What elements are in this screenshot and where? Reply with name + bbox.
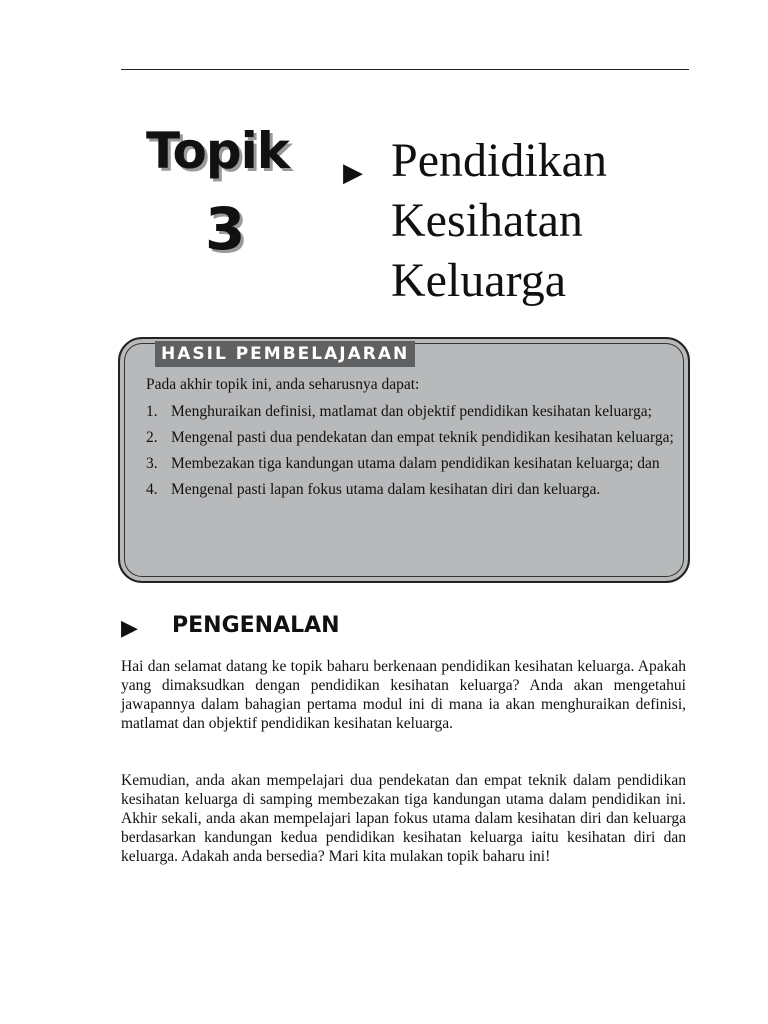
- list-item-text: Mengenal pasti dua pendekatan dan empat teknik pendidikan kesihatan keluarga;: [171, 429, 674, 446]
- list-item-text: Membezakan tiga kandungan utama dalam pendidikan kesihatan keluarga; dan: [171, 455, 660, 472]
- page-title: [391, 131, 607, 311]
- list-item: [146, 429, 678, 447]
- list-item: [146, 403, 678, 421]
- topic-number: 3: [205, 195, 246, 263]
- learning-outcomes-list: [146, 403, 678, 499]
- section-heading: PENGENALAN: [172, 613, 340, 638]
- list-item-number: 1.: [146, 403, 158, 420]
- title-line: Keluarga: [391, 254, 567, 307]
- intro-paragraph: Hai dan selamat datang ke topik baharu berkenaan pendidikan kesihatan keluarga. Apakah yang dimaksudkan dengan pendidikan kesihatan keluarga? Anda akan mengetahui jawapannya dalam bahagian pertama modul ini di mana ia akan menghuraikan definisi, matlamat dan objektif pendidikan kesihatan keluarga.: [121, 658, 686, 732]
- list-item-number: 2.: [146, 429, 158, 446]
- list-item: [146, 481, 678, 499]
- intro-paragraph: Kemudian, anda akan mempelajari dua pendekatan dan empat teknik dalam pendidikan kesihatan keluarga di samping membezakan tiga kandungan utama dalam pendidikan ini. Akhir sekali, anda akan mempelajari lapan fokus utama dalam kesihatan diri dan keluarga berdasarkan kandungan kedua pendidikan kesihatan keluarga iaitu kesihatan diri dan keluarga. Adakah anda bersedia? Mari kita mulakan topik baharu ini!: [121, 772, 686, 865]
- list-item-text: Mengenal pasti lapan fokus utama dalam kesihatan diri dan keluarga.: [171, 481, 601, 498]
- section-arrow-icon: ▶: [121, 616, 138, 641]
- list-item: [146, 455, 678, 473]
- header-rule: [121, 69, 689, 70]
- learning-outcomes-content: [146, 376, 678, 507]
- learning-outcomes-intro: Pada akhir topik ini, anda seharusnya dapat:: [146, 376, 420, 393]
- title-arrow-icon: ▶: [343, 158, 363, 188]
- list-item-number: 4.: [146, 481, 158, 498]
- list-item-number: 3.: [146, 455, 158, 472]
- topic-label: Topik: [146, 122, 289, 180]
- title-line: Kesihatan: [391, 194, 583, 247]
- list-item-text: Menghuraikan definisi, matlamat dan objektif pendidikan kesihatan keluarga;: [171, 403, 652, 420]
- title-line: Pendidikan: [391, 134, 607, 187]
- learning-outcomes-label: HASIL PEMBELAJARAN: [155, 341, 415, 367]
